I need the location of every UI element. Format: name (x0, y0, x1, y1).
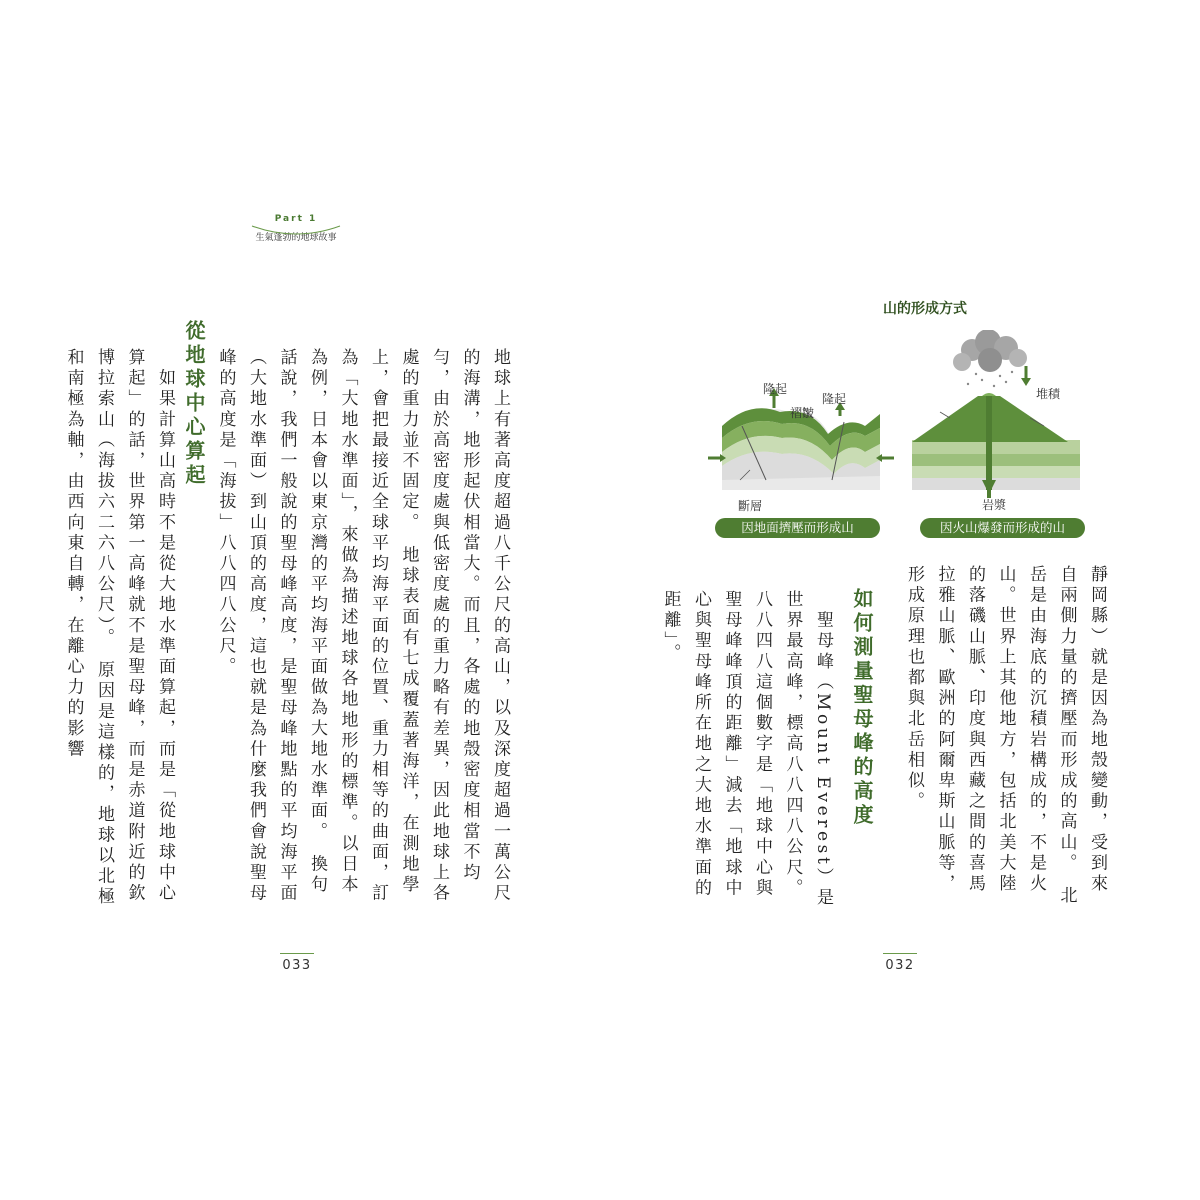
section-heading: 從地球中心算起 (182, 320, 206, 488)
text-column: 八八四八公尺。 (215, 533, 236, 678)
text-column: 火山。世界上其他地方，包括北美大陸的 (965, 565, 1046, 895)
volcano-illustration (912, 330, 1080, 498)
text-column: 峰，標高八八四八公尺。八八四八這個數 (752, 590, 803, 900)
text-column: 脈、歐洲的阿爾卑斯山脈等，形成原理也 (904, 565, 955, 895)
label-fault: 斷層 (738, 499, 763, 513)
label-uplift-1: 隆起 (763, 382, 788, 396)
text-column: 聖母峰（Mount Everest）是世界最高 (782, 590, 833, 909)
text-column: 置、重力相等的曲面，訂為「大地水準面」，來做為描述地球各地地形的標準。 (337, 348, 388, 905)
text-column: 地球上有著高度超過八千公尺的高山，以及深度超過一萬公尺的海溝，地形 (459, 348, 510, 905)
text-column: 側力量的擠壓而形成的高山。 (1056, 606, 1077, 866)
page-number-rule (280, 953, 314, 954)
text-column: 界第一高峰就不是聖母峰，而是赤道附近的欽博拉索山（海拔六二六八公尺）。 (94, 348, 145, 905)
right-body-text-2 (660, 590, 838, 910)
text-column: 字是「地球中心與聖母峰峰頂的距離」減 (721, 590, 772, 900)
label-fold: 褶皺 (790, 406, 815, 420)
part-label: Part 1 (274, 214, 318, 224)
text-column: 原因是這樣的，地球以北極和南極為軸，由西向東自轉，在離心力的影響 (63, 348, 114, 908)
text-column: 地水準面）到山頂的高度，這也就是為什麼我們會說聖母峰的高度是「海拔」 (215, 348, 266, 905)
label-deposit: 堆積 (1036, 387, 1061, 401)
text-column: 力略有差異，因此地球上各處的重力並不固定。 (398, 348, 449, 905)
running-header (250, 214, 342, 243)
text-column: 靜岡縣）就是因為地殼變動，受到來自兩 (1056, 565, 1107, 895)
page-number-rule (883, 953, 917, 954)
text-column: 地球表面有七成覆蓋著海洋，在測地學上，會把最接近全球平均海平面的位 (368, 348, 419, 896)
right-page (600, 0, 1200, 1200)
page-number: 033 (282, 958, 312, 973)
figure-title: 山的形成方式 (883, 301, 967, 317)
text-column: 面的距離」。 (660, 590, 711, 900)
text-column: 去「地球中心與聖母峰所在地之大地水準 (691, 590, 742, 899)
page-number: 032 (885, 958, 915, 973)
caption-fold-mountain: 因地面擠壓而形成山 (715, 518, 880, 538)
text-column: 以日本為例，日本會以東京灣的平均海平面做為大地水準面。 (307, 348, 358, 896)
text-column: 都與北岳相似。 (904, 668, 924, 813)
text-column: 北岳是由海底的沉積岩構成的，不是 (1026, 565, 1077, 907)
caption-volcano-mountain: 因火山爆發而形成的山 (920, 518, 1085, 538)
text-column: 如果計算山高時不是從大地水準面算起，而是「從地球中心算起」的話，世 (124, 348, 175, 905)
right-body-text (852, 565, 1112, 910)
text-column: 落磯山脈、印度與西藏之間的喜馬拉雅山 (934, 565, 985, 895)
text-column: 換句話說，我們一般說的聖母峰高度，是聖母峰地點的平均海平面（大 (246, 348, 327, 905)
label-magma: 岩漿 (982, 498, 1007, 512)
label-uplift-2: 隆起 (822, 392, 847, 406)
left-body-text-2 (63, 348, 180, 908)
part-title: 生氣蓬勃的地球故事 (255, 233, 337, 243)
part-arc-ornament (250, 224, 342, 238)
section-heading: 如何測量聖母峰的高度 (850, 588, 874, 828)
text-column: 起伏相當大。而且，各處的地殼密度相當不均勻，由於高密度處與低密度處的重 (429, 348, 480, 884)
